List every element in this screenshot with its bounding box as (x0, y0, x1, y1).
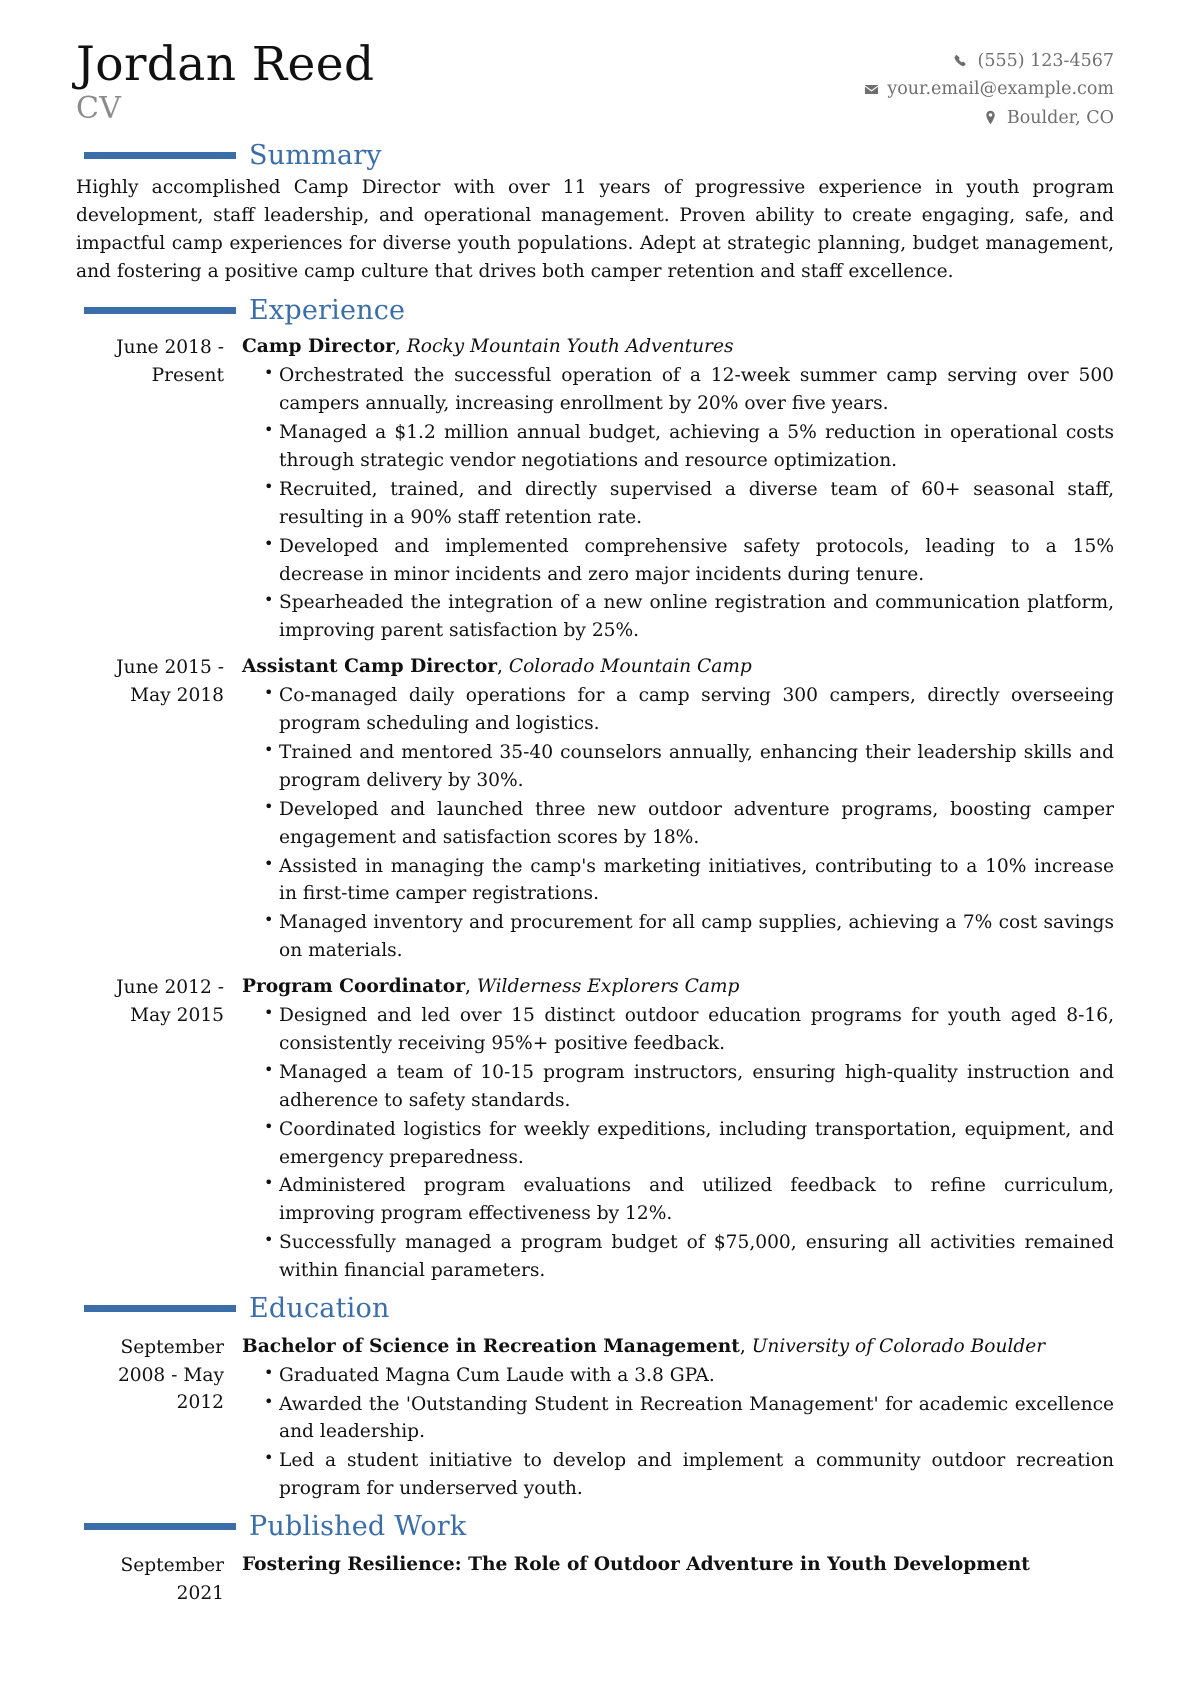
entry-separator: , (739, 1335, 752, 1357)
cv-header (76, 38, 1114, 132)
list-item: • Developed and implemented comprehensive safety protocols, leading to a 15% decrease in minor incidents and zero major incidents during tenure. (264, 533, 1114, 589)
entry-body (242, 334, 1114, 645)
list-item: • Successfully managed a program budget of $75,000, ensuring all activities remained within financial parameters. (264, 1229, 1114, 1285)
section-title-published-work: Published Work (249, 1511, 467, 1543)
entry-separator: , (497, 656, 509, 678)
entry-org: Rocky Mountain Youth Adventures (406, 336, 734, 358)
entry-body (242, 1552, 1114, 1579)
section-title-experience: Experience (249, 294, 406, 326)
entry-title (242, 974, 1114, 1001)
published-work-list (76, 1552, 1114, 1608)
entry-date: June 2018 - Present (116, 337, 224, 387)
list-item: • Spearheaded the integration of a new online registration and communication platform, improving parent satisfaction by 25%. (264, 589, 1114, 645)
summary-text: Highly accomplished Camp Director with over 11 years of progressive experience in youth program development, staff leadership, and operational management. Proven ability to create engaging, safe, and impactful camp experiences for diverse youth populations. Adept at strategic planning, budget management, and fostering a positive camp culture that drives both camper retention and staff excellence. (76, 176, 1114, 283)
phone-text: (555) 123-4567 (977, 51, 1114, 71)
list-item: • Trained and mentored 35-40 counselors annually, enhancing their leadership skills and program delivery by 30%. (264, 739, 1114, 795)
page-title: Jordan Reed (76, 37, 375, 92)
section-rule (84, 1305, 236, 1312)
entry-role: Program Coordinator (242, 976, 465, 998)
entry-title (242, 1334, 1114, 1361)
entry-body (242, 654, 1114, 965)
entry-bullets (242, 362, 1114, 645)
experience-entry (76, 974, 1114, 1285)
section-header-summary (84, 141, 1114, 171)
map-pin-icon (983, 110, 999, 126)
publication-entry (76, 1552, 1114, 1608)
section-rule (84, 1523, 236, 1530)
education-list (76, 1334, 1114, 1503)
section-header-education (84, 1294, 1114, 1324)
section-header-experience (84, 296, 1114, 326)
experience-entry (76, 654, 1114, 965)
entry-role: Camp Director (242, 336, 395, 358)
entry-bullets (242, 682, 1114, 965)
section-header-published-work (84, 1512, 1114, 1542)
entry-bullets (242, 1362, 1114, 1503)
entry-date: June 2012 - May 2015 (116, 977, 224, 1027)
name-block (76, 38, 374, 126)
list-item: • Coordinated logistics for weekly expeditions, including transportation, equipment, and emergency preparedness. (264, 1116, 1114, 1172)
contact-phone[interactable] (863, 47, 1114, 75)
list-item: • Managed a team of 10-15 program instructors, ensuring high-quality instruction and adherence to safety standards. (264, 1059, 1114, 1115)
list-item: • Awarded the 'Outstanding Student in Recreation Management' for academic excellence and leadership. (264, 1391, 1114, 1447)
entry-body (242, 1334, 1114, 1503)
entry-org: Colorado Mountain Camp (508, 656, 752, 678)
list-item: • Co-managed daily operations for a camp serving 300 campers, directly overseeing program scheduling and logistics. (264, 682, 1114, 738)
list-item: • Managed inventory and procurement for all camp supplies, achieving a 7% cost savings on materials. (264, 909, 1114, 965)
entry-bullets (242, 1002, 1114, 1285)
entry-date: June 2015 - May 2018 (116, 657, 224, 707)
education-entry (76, 1334, 1114, 1503)
list-item: • Orchestrated the successful operation of a 12-week summer camp serving over 500 campers annually, increasing enrollment by 20% over five years. (264, 362, 1114, 418)
section-rule (84, 307, 236, 314)
entry-date: September 2008 - May 2012 (117, 1336, 224, 1414)
entry-date: September 2021 (120, 1554, 224, 1604)
entry-body (242, 974, 1114, 1285)
phone-icon (954, 53, 970, 69)
entry-separator: , (394, 336, 407, 358)
experience-list (76, 334, 1114, 1285)
experience-entry (76, 334, 1114, 645)
contact-email[interactable] (863, 75, 1114, 103)
list-item: • Assisted in managing the camp's marketing initiatives, contributing to a 10% increase in first-time camper registrations. (264, 853, 1114, 909)
entry-role: Bachelor of Science in Recreation Management (242, 1335, 740, 1357)
list-item: • Designed and led over 15 distinct outdoor education programs for youth aged 8-16, consistently receiving 95%+ positive feedback. (264, 1002, 1114, 1058)
email-text: your.email@example.com (887, 79, 1114, 100)
envelope-icon (863, 82, 879, 98)
list-item: • Administered program evaluations and utilized feedback to refine curriculum, improving program effectiveness by 12%. (264, 1172, 1114, 1228)
document-subtitle: CV (76, 90, 122, 126)
entry-title (242, 654, 1114, 681)
section-rule (84, 152, 236, 159)
contact-location[interactable] (863, 104, 1114, 132)
list-item: • Led a student initiative to develop and implement a community outdoor recreation program for underserved youth. (264, 1447, 1114, 1503)
list-item: • Managed a $1.2 million annual budget, achieving a 5% reduction in operational costs through strategic vendor negotiations and resource optimization. (264, 419, 1114, 475)
list-item: • Recruited, trained, and directly supervised a diverse team of 60+ seasonal staff, resulting in a 90% staff retention rate. (264, 476, 1114, 532)
list-item: • Graduated Magna Cum Laude with a 3.8 GPA. (264, 1362, 1114, 1390)
list-item: • Developed and launched three new outdoor adventure programs, boosting camper engagement and satisfaction scores by 18%. (264, 796, 1114, 852)
entry-org: Wilderness Explorers Camp (476, 976, 740, 998)
entry-role: Assistant Camp Director (242, 656, 498, 678)
entry-separator: , (465, 976, 477, 998)
contact-block (863, 38, 1114, 132)
entry-title (242, 334, 1114, 361)
location-text: Boulder, CO (1006, 107, 1114, 128)
section-title-education: Education (249, 1292, 390, 1324)
section-title-summary: Summary (249, 140, 382, 172)
entry-org: University of Colorado Boulder (751, 1335, 1046, 1357)
publication-title: Fostering Resilience: The Role of Outdoor Adventure in Youth Development (242, 1553, 1030, 1575)
